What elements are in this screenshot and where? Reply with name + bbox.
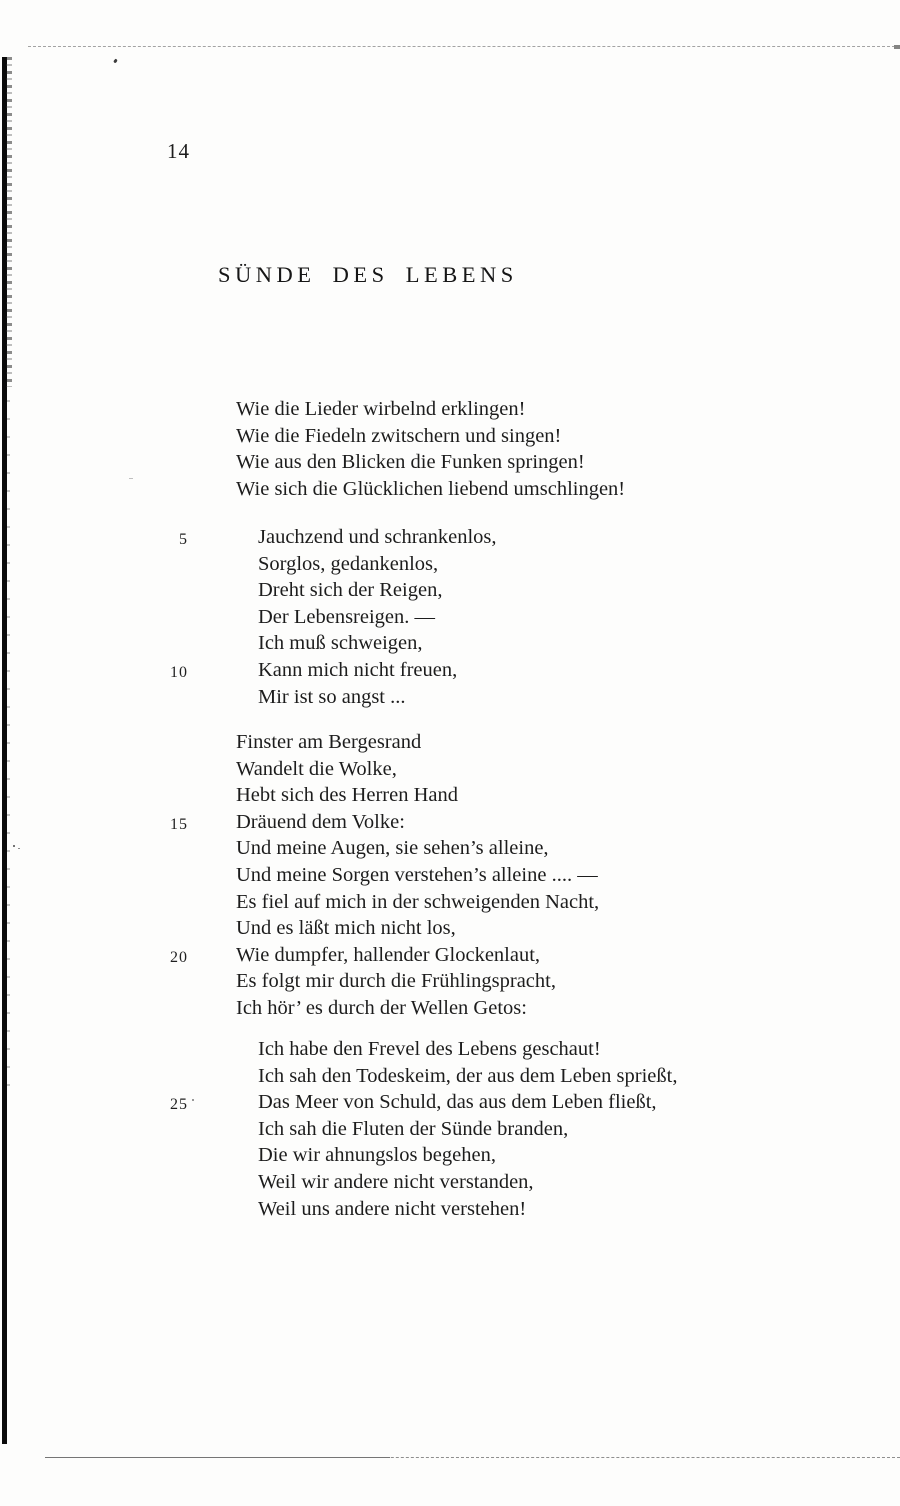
poem-line (236, 862, 599, 889)
poem-line (236, 782, 599, 809)
poem-line (179, 524, 497, 551)
poem-line (236, 835, 599, 862)
poem-line (258, 1063, 677, 1090)
stanza (170, 729, 600, 1022)
poem-line-text: Und meine Augen, sie sehen’s alleine, (236, 837, 549, 860)
poem-line-text: Die wir ahnungslos begehen, (258, 1144, 496, 1167)
poem-line (258, 1116, 677, 1143)
poem-line-text: Wie die Lieder wirbelnd erklingen! (236, 398, 526, 420)
poem-title: SÜNDE DES LEBENS (218, 262, 518, 287)
scan-speck (129, 478, 133, 479)
scan-speck (192, 1099, 194, 1101)
poem-line (258, 630, 497, 657)
poem-line (170, 657, 497, 684)
poem-line-text: Ich habe den Frevel des Lebens geschaut! (258, 1038, 601, 1060)
poem-line-text: Dräuend dem Volke: (236, 810, 405, 833)
poem-line-text: Wandelt die Wolke, (236, 757, 397, 780)
poem-line-text: Ich sah die Fluten der Sünde branden, (258, 1117, 569, 1140)
poem-line-text: Weil uns andere nicht verstehen! (258, 1197, 527, 1220)
poem-line-text: Wie aus den Blicken die Funken springen! (236, 451, 585, 474)
poem-line (236, 995, 599, 1022)
poem-line (236, 476, 625, 503)
poem-line-text: Und meine Sorgen verstehen’s alleine .... — (236, 863, 598, 886)
poem-line-text: Jauchzend und schrankenlos, (258, 526, 497, 548)
stanza (170, 524, 497, 710)
poem-line-text: Und es läßt mich nicht los, (236, 917, 456, 940)
poem-line-text: Dreht sich der Reigen, (258, 579, 443, 602)
poem-line-text: Weil wir andere nicht verstanden, (258, 1170, 534, 1193)
poem-line (236, 889, 599, 916)
poem-line-text: Kann mich nicht freuen, (258, 658, 458, 681)
poem-line (258, 1196, 677, 1223)
poem-line-text: Es fiel auf mich in der schweigenden Nacht, (236, 890, 600, 913)
verse-line-number: 15 (170, 815, 188, 833)
poem-line (258, 551, 497, 578)
poem-line-text: Wie die Fiedeln zwitschern und singen! (236, 424, 562, 447)
poem-line-text: Wie sich die Glücklichen liebend umschlingen! (236, 477, 626, 500)
poem-line (258, 1169, 677, 1196)
poem-line (258, 684, 497, 711)
scan-speck (13, 845, 15, 847)
poem-line-text: Finster am Bergesrand (236, 731, 422, 753)
poem-line (236, 968, 599, 995)
poem-line-text: Wie dumpfer, hallender Glockenlaut, (236, 943, 541, 966)
stanza (236, 396, 625, 502)
poem-line-text: Sorglos, gedankenlos, (258, 552, 439, 575)
poem-line (170, 1089, 677, 1116)
verse-line-number: 20 (170, 948, 188, 966)
poem-line (236, 396, 625, 423)
poem-line-text: Hebt sich des Herren Hand (236, 784, 459, 807)
page-number: 14 (167, 139, 190, 163)
poem-line (236, 915, 599, 942)
verse-line-number: 5 (179, 531, 188, 548)
poem-line (236, 756, 599, 783)
stanza (170, 1036, 678, 1222)
scan-speck (18, 848, 20, 849)
poem-line (258, 604, 497, 631)
poem-line (170, 942, 599, 969)
poem-line-text: Das Meer von Schuld, das aus dem Leben fließt, (258, 1091, 657, 1114)
poem-line (236, 729, 599, 756)
poem-line (258, 1036, 677, 1063)
poem-line (258, 1142, 677, 1169)
poem-line-text: Ich hör’ es durch der Wellen Getos: (236, 996, 527, 1019)
poem-line (236, 423, 625, 450)
poem-line-text: Mir ist so angst ... (258, 685, 406, 708)
verse-line-number: 10 (170, 663, 188, 681)
poem-line (170, 809, 599, 836)
poem-line (236, 449, 625, 476)
verse-line-number: 25 (170, 1096, 188, 1114)
poem-line-text: Es folgt mir durch die Frühlingspracht, (236, 970, 556, 993)
poem-line-text: Der Lebensreigen. — (258, 605, 436, 628)
poem-line-text: Ich sah den Todeskeim, der aus dem Leben sprießt, (258, 1064, 678, 1087)
poem-line-text: Ich muß schweigen, (258, 632, 423, 655)
poem-line (258, 577, 497, 604)
